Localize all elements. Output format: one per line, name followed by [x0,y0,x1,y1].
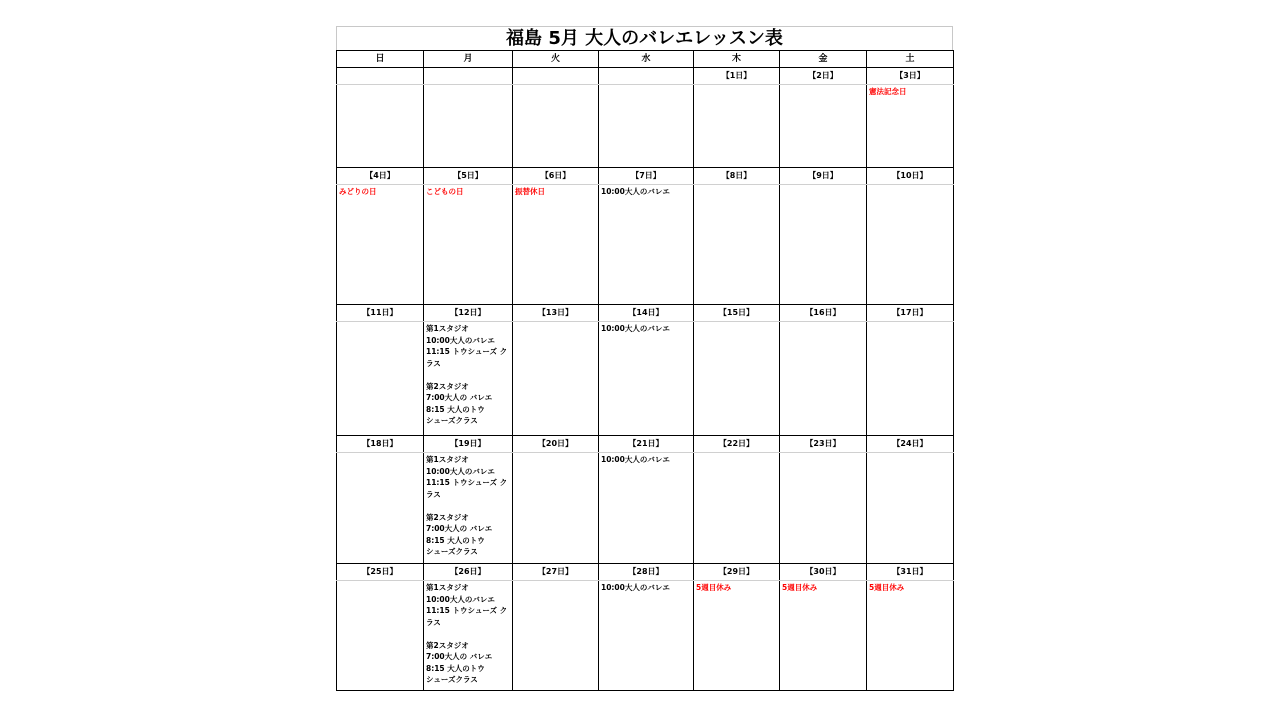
day-cell [694,185,780,305]
date-label: 【9日】 [780,168,867,185]
lesson-entry: シューズクラス [426,416,478,425]
lesson-entry: 第2スタジオ [426,512,469,522]
spacer [426,369,510,381]
date-label [337,68,424,85]
day-cell [337,322,424,436]
day-cell [599,453,694,564]
date-label: 【3日】 [867,68,954,85]
lesson-entry: 8:15 大人のトウ [426,535,485,545]
schedule-row [337,322,954,436]
schedule-title: 福島 5月 大人のバレエレッスン表 [336,26,953,50]
date-label: 【15日】 [694,305,780,322]
day-cell [337,85,424,168]
day-cell [424,453,513,564]
weekday-mon: 月 [424,51,513,68]
lesson-entry: 10:00大人のバレエ [426,466,495,476]
day-cell [780,581,867,691]
date-label: 【16日】 [780,305,867,322]
spacer [426,628,510,640]
date-label: 【6日】 [513,168,599,185]
day-cell [599,185,694,305]
day-cell [780,85,867,168]
date-label: 【21日】 [599,436,694,453]
date-label: 【7日】 [599,168,694,185]
schedule-sheet [336,26,953,682]
date-row [337,564,954,581]
day-cell [694,581,780,691]
date-label: 【8日】 [694,168,780,185]
lesson-entry: 7:00大人の バレエ [426,524,493,533]
lesson-entry: 8:15 大人のトウ [426,663,485,673]
day-cell [513,453,599,564]
lesson-entry: 10:00大人のバレエ [601,187,670,196]
calendar-table [336,50,954,691]
date-label: 【25日】 [337,564,424,581]
holiday-note: 5週目休み [782,583,818,592]
weekday-tue: 火 [513,51,599,68]
day-cell [780,185,867,305]
day-cell [599,581,694,691]
date-label: 【17日】 [867,305,954,322]
date-row [337,305,954,322]
lesson-entry: 10:00大人のバレエ [601,324,670,333]
date-row [337,436,954,453]
holiday-note: 5週目休み [869,583,905,592]
date-label: 【27日】 [513,564,599,581]
holiday-note: 5週目休み [696,583,732,592]
day-cell [424,85,513,168]
schedule-row [337,185,954,305]
date-label [599,68,694,85]
day-cell [513,185,599,305]
lesson-entry: 11:15 トウシューズ クラス [426,606,508,627]
date-label: 【5日】 [424,168,513,185]
day-cell [867,85,954,168]
weekday-fri: 金 [780,51,867,68]
lesson-entry: 8:15 大人のトウ [426,404,485,414]
lesson-entry: 10:00大人のバレエ [601,455,670,464]
day-cell [867,322,954,436]
day-cell [337,581,424,691]
day-cell [424,322,513,436]
lesson-entry: 11:15 トウシューズ クラス [426,478,508,499]
date-label: 【30日】 [780,564,867,581]
date-label: 【31日】 [867,564,954,581]
day-cell [694,85,780,168]
day-cell [867,581,954,691]
date-row [337,168,954,185]
day-cell [694,453,780,564]
weekday-wed: 水 [599,51,694,68]
day-cell [599,85,694,168]
date-label: 【20日】 [513,436,599,453]
holiday-note: みどりの日 [339,187,377,196]
lesson-entry: 7:00大人の バレエ [426,393,493,402]
day-cell [513,85,599,168]
date-label: 【24日】 [867,436,954,453]
lesson-entry: 第2スタジオ [426,381,469,391]
spacer [426,500,510,512]
date-label: 【29日】 [694,564,780,581]
date-row [337,68,954,85]
lesson-entry: シューズクラス [426,675,478,684]
weekday-thu: 木 [694,51,780,68]
date-label [424,68,513,85]
schedule-row [337,581,954,691]
holiday-note: 憲法記念日 [869,87,907,96]
date-label: 【26日】 [424,564,513,581]
day-cell [424,185,513,305]
day-cell [780,453,867,564]
date-label: 【13日】 [513,305,599,322]
day-cell [867,453,954,564]
day-cell [867,185,954,305]
lesson-entry: 10:00大人のバレエ [426,594,495,604]
date-label [513,68,599,85]
lesson-entry: 第1スタジオ [426,455,469,464]
lesson-entry: 10:00大人のバレエ [601,583,670,592]
schedule-row [337,453,954,564]
day-cell [780,322,867,436]
date-label: 【28日】 [599,564,694,581]
day-cell [337,185,424,305]
date-label: 【4日】 [337,168,424,185]
day-cell [599,322,694,436]
lesson-entry: 第2スタジオ [426,640,469,650]
date-label: 【23日】 [780,436,867,453]
date-label: 【12日】 [424,305,513,322]
date-label: 【10日】 [867,168,954,185]
holiday-note: こどもの日 [426,187,464,196]
lesson-entry: 7:00大人の バレエ [426,652,493,661]
date-label: 【18日】 [337,436,424,453]
weekday-sat: 土 [867,51,954,68]
date-label: 【1日】 [694,68,780,85]
schedule-row [337,85,954,168]
lesson-entry: 11:15 トウシューズ クラス [426,347,508,368]
date-label: 【11日】 [337,305,424,322]
weekday-sun: 日 [337,51,424,68]
day-cell [424,581,513,691]
date-label: 【14日】 [599,305,694,322]
date-label: 【2日】 [780,68,867,85]
holiday-note: 振替休日 [515,187,545,196]
calendar-body [337,68,954,691]
date-label: 【22日】 [694,436,780,453]
lesson-entry: 10:00大人のバレエ [426,335,495,345]
day-cell [694,322,780,436]
lesson-entry: 第1スタジオ [426,583,469,592]
date-label: 【19日】 [424,436,513,453]
weekday-header-row [337,51,954,68]
lesson-entry: 第1スタジオ [426,324,469,333]
day-cell [513,322,599,436]
day-cell [337,453,424,564]
day-cell [513,581,599,691]
lesson-entry: シューズクラス [426,547,478,556]
